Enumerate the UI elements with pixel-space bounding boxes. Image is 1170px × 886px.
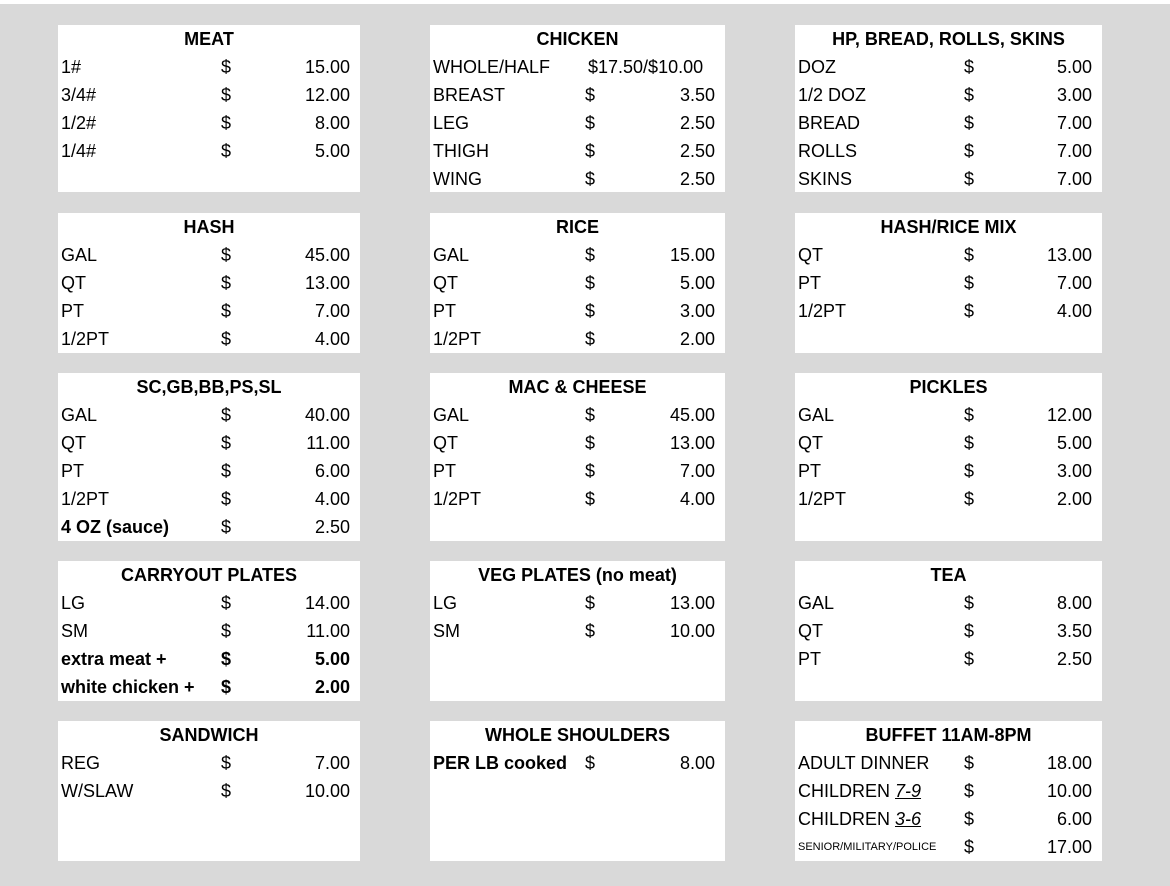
section-hash-rice-mix [795, 213, 1102, 353]
price-row: PER LB cooked $ 8.00 [433, 753, 715, 773]
price-row: 1/2PT $ 2.00 [433, 329, 715, 349]
price-row: GAL $ 45.00 [433, 405, 715, 425]
price-row: CHILDREN 7-9 $ 10.00 [798, 781, 1092, 801]
price-row: 1/2# $ 8.00 [61, 113, 350, 133]
price-row: LEG $ 2.50 [433, 113, 715, 133]
price-row: BREAST $ 3.50 [433, 85, 715, 105]
section-meat [58, 25, 360, 192]
price-row: QT $ 3.50 [798, 621, 1092, 641]
price-row: ROLLS $ 7.00 [798, 141, 1092, 161]
section-title: PICKLES [909, 377, 988, 397]
price-row: PT $ 6.00 [61, 461, 350, 481]
section-title: HP, BREAD, ROLLS, SKINS [832, 29, 1065, 49]
price-row: CHILDREN 3-6 $ 6.00 [798, 809, 1092, 829]
top-border [0, 0, 1170, 4]
section-sides [58, 373, 360, 541]
price-row: REG $ 7.00 [61, 753, 350, 773]
section-title: SANDWICH [159, 725, 259, 745]
price-row: SM $ 11.00 [61, 621, 350, 641]
price-row: 1/2PT $ 2.00 [798, 489, 1092, 509]
section-title: MEAT [184, 29, 234, 49]
price-row: QT $ 5.00 [798, 433, 1092, 453]
section-veg-plates [430, 561, 725, 701]
price-row: extra meat + $ 5.00 [61, 649, 350, 669]
section-buffet [795, 721, 1102, 861]
section-rice [430, 213, 725, 353]
section-chicken [430, 25, 725, 192]
price-row: 1/2PT $ 4.00 [433, 489, 715, 509]
price-row: 1/2PT $ 4.00 [61, 329, 350, 349]
price-row: GAL $ 15.00 [433, 245, 715, 265]
price-row: THIGH $ 2.50 [433, 141, 715, 161]
section-tea [795, 561, 1102, 701]
price-row: PT $ 7.00 [798, 273, 1092, 293]
price-row: QT $ 13.00 [433, 433, 715, 453]
section-mac-and-cheese [430, 373, 725, 541]
section-hash [58, 213, 360, 353]
section-whole-shoulders [430, 721, 725, 861]
price-row: white chicken + $ 2.00 [61, 677, 350, 697]
section-title: WHOLE SHOULDERS [484, 725, 670, 745]
price-row: QT $ 13.00 [61, 273, 350, 293]
price-row: QT $ 13.00 [798, 245, 1092, 265]
price-row: PT $ 7.00 [433, 461, 715, 481]
price-row: PT $ 3.00 [433, 301, 715, 321]
price-row: W/SLAW $ 10.00 [61, 781, 350, 801]
price-row: 1/2 DOZ $ 3.00 [798, 85, 1092, 105]
price-row: 4 OZ (sauce) $ 2.50 [61, 517, 350, 537]
price-row: WING $ 2.50 [433, 169, 715, 189]
price-row: SENIOR/MILITARY/POLICE $ 17.00 [798, 837, 1092, 857]
price-row: LG $ 13.00 [433, 593, 715, 613]
price-row: SM $ 10.00 [433, 621, 715, 641]
price-row: PT $ 3.00 [798, 461, 1092, 481]
section-title: HASH/RICE MIX [880, 217, 1017, 237]
price-row: WHOLE/HALF $17.50/$10.00 [433, 57, 704, 77]
price-row: ADULT DINNER $ 18.00 [798, 753, 1092, 773]
section-hp-bread-rolls-skins [795, 25, 1102, 192]
price-row: SKINS $ 7.00 [798, 169, 1092, 189]
section-title: TEA [930, 565, 967, 585]
price-row: PT $ 2.50 [798, 649, 1092, 669]
section-title: CHICKEN [536, 29, 619, 49]
section-title: SC,GB,BB,PS,SL [136, 377, 282, 397]
price-row: 1/2PT $ 4.00 [61, 489, 350, 509]
price-row: LG $ 14.00 [61, 593, 350, 613]
price-row: QT $ 11.00 [61, 433, 350, 453]
section-sandwich [58, 721, 360, 861]
section-carryout-plates [58, 561, 360, 701]
section-pickles [795, 373, 1102, 541]
price-row: 1/2PT $ 4.00 [798, 301, 1092, 321]
price-row: 3/4# $ 12.00 [61, 85, 350, 105]
price-row: BREAD $ 7.00 [798, 113, 1092, 133]
section-title: CARRYOUT PLATES [120, 565, 297, 585]
section-title: VEG PLATES (no meat) [478, 565, 677, 585]
section-title: MAC & CHEESE [508, 377, 647, 397]
section-title: RICE [555, 217, 599, 237]
price-row: 1# $ 15.00 [61, 57, 350, 77]
price-row: PT $ 7.00 [61, 301, 350, 321]
price-row: GAL $ 45.00 [61, 245, 350, 265]
price-row: DOZ $ 5.00 [798, 57, 1092, 77]
price-row: 1/4# $ 5.00 [61, 141, 350, 161]
price-row: GAL $ 8.00 [798, 593, 1092, 613]
price-row: QT $ 5.00 [433, 273, 715, 293]
section-title: BUFFET 11AM-8PM [865, 725, 1032, 745]
price-row: GAL $ 12.00 [798, 405, 1092, 425]
price-row: GAL $ 40.00 [61, 405, 350, 425]
section-title: HASH [183, 217, 235, 237]
